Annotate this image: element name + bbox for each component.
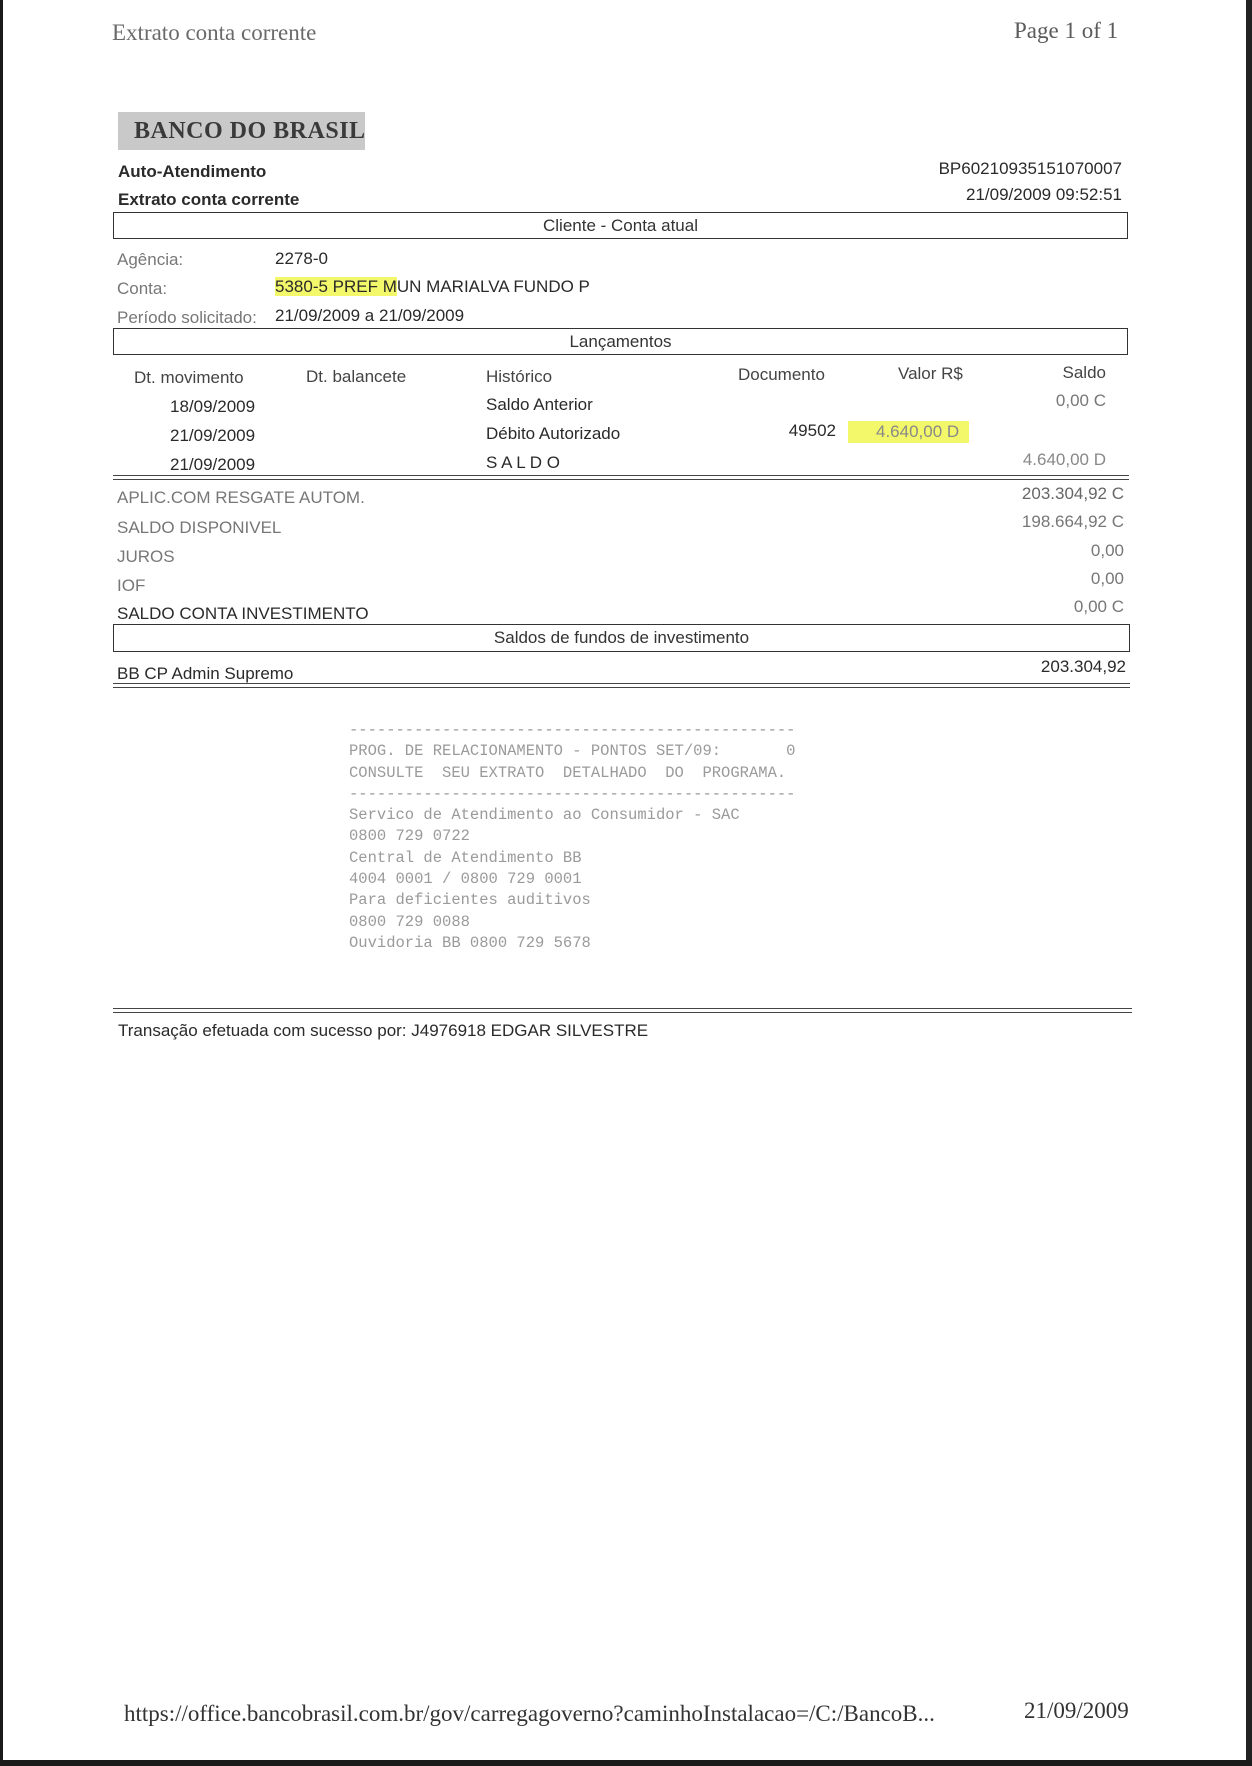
notice-line: Ouvidoria BB 0800 729 5678 <box>349 933 591 952</box>
notice-line: CONSULTE SEU EXTRATO DETALHADO DO PROGRAMA. <box>349 763 787 782</box>
print-header-title: Extrato conta corrente <box>112 20 317 45</box>
lancamentos-title: Lançamentos <box>569 331 672 351</box>
generated-datetime: 21/09/2009 09:52:51 <box>966 185 1122 204</box>
row-historico: S A L D O <box>486 453 561 472</box>
row-historico: Saldo Anterior <box>486 395 593 414</box>
transaction-confirmation: Transação efetuada com sucesso por: J4976918 EDGAR SILVESTRE <box>118 1021 649 1040</box>
summary-value: 0,00 <box>1090 569 1124 588</box>
summary-label: IOF <box>117 576 146 595</box>
column-header-saldo: Saldo <box>1062 363 1106 382</box>
row-dt-movimento: 21/09/2009 <box>170 426 256 445</box>
fund-value: 203.304,92 <box>1040 657 1126 676</box>
print-header-page-number: Page 1 of 1 <box>1014 18 1119 43</box>
funds-divider <box>113 683 1130 688</box>
row-dt-movimento: 18/09/2009 <box>170 397 256 416</box>
document-type-label: Extrato conta corrente <box>118 190 300 209</box>
summary-value: 198.664,92 C <box>1021 512 1124 531</box>
conta-value <box>275 277 590 297</box>
scan-border-right <box>1246 0 1252 1766</box>
periodo-value: 21/09/2009 a 21/09/2009 <box>275 306 465 325</box>
client-section-header <box>113 212 1128 239</box>
notice-line: Para deficientes auditivos <box>349 891 591 910</box>
column-header-documento: Documento <box>738 365 825 384</box>
notice-block <box>349 720 795 954</box>
lancamentos-header <box>113 328 1128 355</box>
notice-line: PROG. DE RELACIONAMENTO - PONTOS SET/09: 0 <box>349 742 796 761</box>
row-saldo: 4.640,00 D <box>1022 450 1106 469</box>
conta-value-highlighted: 5380-5 PREF M <box>275 277 397 296</box>
notice-separator: ------------------------------------------------ <box>349 784 796 803</box>
notice-separator: ------------------------------------------------ <box>349 721 796 739</box>
scan-border-bottom <box>0 1760 1252 1766</box>
print-footer-date: 21/09/2009 <box>1024 1698 1129 1723</box>
periodo-label: Período solicitado: <box>117 308 257 327</box>
row-saldo: 0,00 C <box>1055 391 1106 410</box>
notice-line: Servico de Atendimento ao Consumidor - SAC <box>349 806 740 825</box>
fund-name: BB CP Admin Supremo <box>117 664 294 683</box>
summary-label: SALDO CONTA INVESTIMENTO <box>117 604 369 623</box>
print-footer-url: https://office.bancobrasil.com.br/gov/carregagoverno?caminhoInstalacao=/C:/BancoB... <box>124 1701 935 1726</box>
row-documento: 49502 <box>788 421 836 440</box>
summary-label: SALDO DISPONIVEL <box>117 518 282 537</box>
scan-border-left <box>0 0 3 1766</box>
bank-logo-text: BANCO DO BRASIL <box>134 117 366 144</box>
conta-value-rest: UN MARIALVA FUNDO P <box>396 277 590 296</box>
summary-value: 203.304,92 C <box>1021 484 1124 503</box>
summary-value: 0,00 C <box>1073 597 1124 616</box>
conta-label: Conta: <box>117 279 168 298</box>
column-header-historico: Histórico <box>486 367 553 386</box>
reference-code: BP60210935151070007 <box>938 159 1122 178</box>
row-dt-movimento: 21/09/2009 <box>170 455 256 474</box>
transaction-divider <box>113 1008 1132 1013</box>
bank-logo <box>118 112 365 150</box>
funds-title: Saldos de fundos de investimento <box>493 628 750 647</box>
summary-value: 0,00 <box>1090 541 1124 560</box>
row-valor: 4.640,00 D <box>848 421 969 443</box>
agencia-value: 2278-0 <box>275 249 328 268</box>
column-header-dt-balancete: Dt. balancete <box>306 367 407 386</box>
client-section-title: Cliente - Conta atual <box>543 215 698 235</box>
agencia-label: Agência: <box>117 250 184 269</box>
notice-line: 0800 729 0722 <box>349 827 470 846</box>
funds-header <box>113 624 1130 652</box>
summary-label: JUROS <box>117 547 175 566</box>
channel-label: Auto-Atendimento <box>118 162 267 181</box>
notice-line: 0800 729 0088 <box>349 912 470 931</box>
column-header-valor: Valor R$ <box>898 364 963 383</box>
notice-line: Central de Atendimento BB <box>349 848 582 867</box>
column-header-dt-movimento: Dt. movimento <box>134 368 244 387</box>
summary-label: APLIC.COM RESGATE AUTOM. <box>117 488 365 507</box>
lancamentos-divider <box>113 475 1129 480</box>
row-historico: Débito Autorizado <box>486 424 621 443</box>
notice-line: 4004 0001 / 0800 729 0001 <box>349 870 582 889</box>
